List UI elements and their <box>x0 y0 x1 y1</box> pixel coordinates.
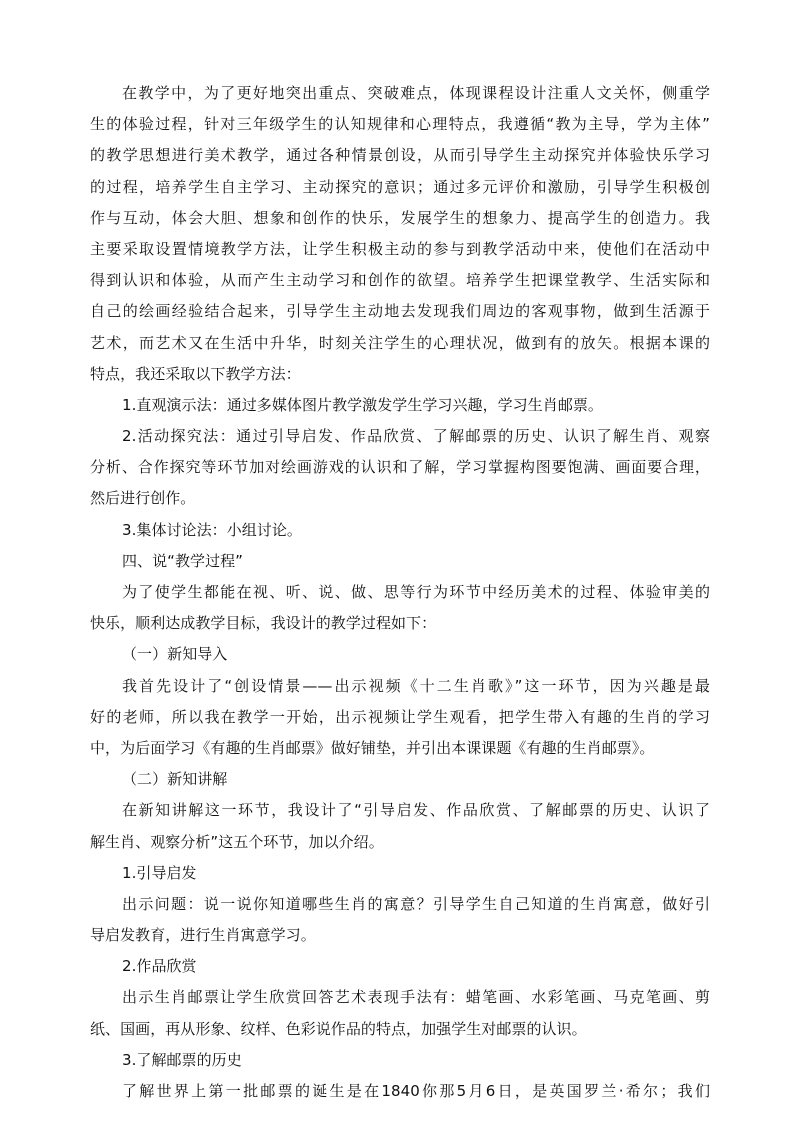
step-heading <box>90 858 710 889</box>
text-line: 3.了解邮票的历史 <box>122 1050 242 1069</box>
text-line: 中，为后面学习《有趣的生肖邮票》做好铺垫，并引出本课课题《有趣的生肖邮票》。 <box>90 738 655 757</box>
text-line: 的教学思想进行美术教学，通过各种情景创设，从而引导学生主动探究并体验快乐学习 <box>90 146 710 165</box>
text-line: 艺术，而艺术又在生活中升华，时刻关注学生的心理状况，做到有的放矢。根据本课的 <box>90 333 710 352</box>
paragraph-intro <box>90 78 710 390</box>
text-line: 1.直观演示法：通过多媒体图片教学激发学生学习兴趣，学习生肖邮票。 <box>122 395 603 414</box>
paragraph-method-2 <box>90 421 710 515</box>
paragraph-method-3 <box>90 515 710 546</box>
document-page <box>90 78 710 1107</box>
text-line: 然后进行创作。 <box>90 489 196 508</box>
text-line: 分析、合作探究等环节加对绘画游戏的认识和了解，学习掌握构图要饱满、画面要合理， <box>90 458 710 477</box>
subsection-heading <box>90 764 710 795</box>
text-line: 3.集体讨论法：小组讨论。 <box>122 520 302 539</box>
text-line: 四、说“教学过程” <box>122 551 243 570</box>
text-line: 导启发教育，进行生肖寓意学习。 <box>90 926 316 945</box>
step-heading <box>90 1045 710 1076</box>
text-line: 我首先设计了“创设情景——出示视频《十二生肖歌》”这一环节，因为兴趣是最 <box>122 676 710 695</box>
paragraph-section-intro <box>90 577 710 639</box>
paragraph-step-3 <box>90 1076 710 1107</box>
text-line: 快乐，顺利达成教学目标，我设计的教学过程如下： <box>90 614 437 633</box>
paragraph-step-2 <box>90 982 710 1044</box>
text-line: 1.引导启发 <box>122 863 197 882</box>
text-line: （一）新知导入 <box>122 645 228 664</box>
text-line: 得到认识和体验，从而产生主动学习和创作的欲望。培养学生把课堂教学、生活实际和 <box>90 271 710 290</box>
text-line: 好的老师，所以我在教学一开始，出示视频让学生观看，把学生带入有趣的生肖的学习 <box>90 707 710 726</box>
text-line: 出示问题：说一说你知道哪些生肖的寓意？引导学生自己知道的生肖寓意，做好引 <box>122 894 710 913</box>
text-line: 在新知讲解这一环节，我设计了“引导启发、作品欣赏、了解邮票的历史、认识了 <box>122 801 710 820</box>
text-line: （二）新知讲解 <box>122 770 228 789</box>
text-line: 生的体验过程，针对三年级学生的认知规律和心理特点，我遵循“教为主导，学为主体” <box>90 115 710 134</box>
text-line: 自己的绘画经验结合起来，引导学生主动地去发现我们周边的客观事物，做到生活源于 <box>90 302 710 321</box>
text-line: 2.作品欣赏 <box>122 957 197 976</box>
text-line: 在教学中，为了更好地突出重点、突破难点，体现课程设计注重人文关怀，侧重学 <box>122 84 710 102</box>
text-line: 为了使学生都能在视、听、说、做、思等行为环节中经历美术的过程、体验审美的 <box>122 583 710 601</box>
text-line: 纸、国画，再从形象、纹样、色彩说作品的特点，加强学生对邮票的认识。 <box>90 1019 587 1038</box>
text-line: 了解世界上第一批邮票的诞生是在1840你那5月6日，是英国罗兰·希尔；我们 <box>122 1082 710 1100</box>
paragraph-step-1 <box>90 889 710 951</box>
section-heading <box>90 546 710 577</box>
text-line: 主要采取设置情境教学方法，让学生积极主动的参与到教学活动中来，使他们在活动中 <box>90 239 710 258</box>
text-line: 的过程，培养学生自主学习、主动探究的意识；通过多元评价和激励，引导学生积极创 <box>90 177 710 196</box>
paragraph-part-2 <box>90 795 710 857</box>
text-line: 作与互动，体会大胆、想象和创作的快乐，发展学生的想象力、提高学生的创造力。我 <box>90 208 710 227</box>
step-heading <box>90 951 710 982</box>
paragraph-part-1 <box>90 671 710 765</box>
text-line: 2.活动探究法：通过引导启发、作品欣赏、了解邮票的历史、认识了解生肖、观察 <box>122 427 710 446</box>
subsection-heading <box>90 639 710 670</box>
text-line: 解生肖、观察分析”这五个环节，加以介绍。 <box>90 832 384 851</box>
text-line: 特点，我还采取以下教学方法： <box>90 364 301 383</box>
text-line: 出示生肖邮票让学生欣赏回答艺术表现手法有：蜡笔画、水彩笔画、马克笔画、剪 <box>122 988 710 1007</box>
paragraph-method-1 <box>90 390 710 421</box>
